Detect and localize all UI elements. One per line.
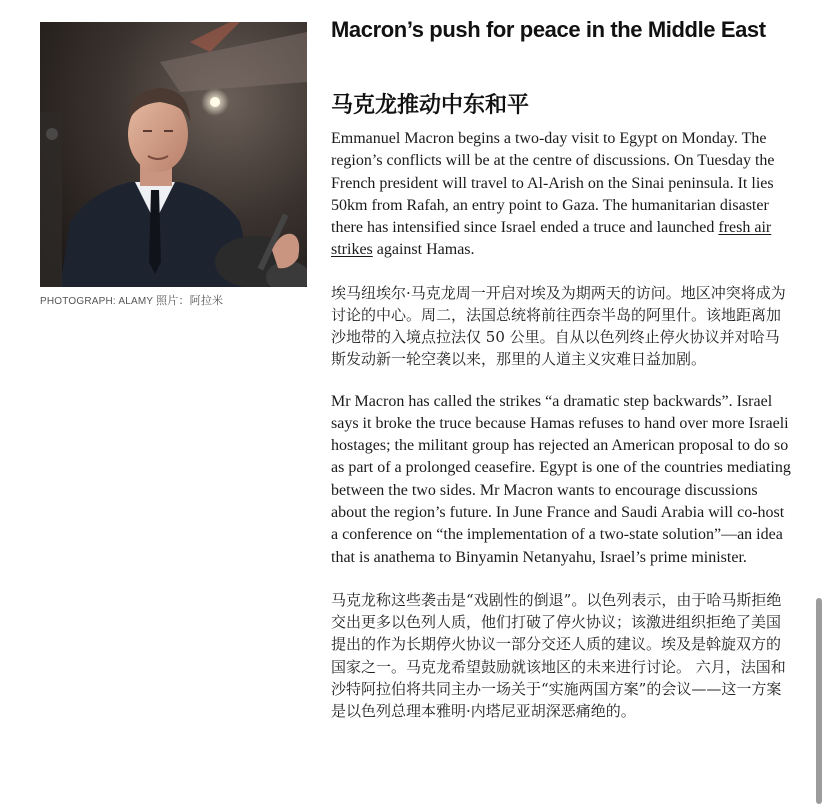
- paragraph-1-en-text-a: Emmanuel Macron begins a two-day visit to Egypt on Monday. The region’s conflicts will be at the centre of discussions. On Tuesday the French president will travel to Al-Arish on the Sinai peninsula. It lies 50km from Rafah, an entry point to Gaza. The humanitarian disaster there has intensified since Israel ended a truce and launched: [331, 130, 775, 237]
- article-body: [331, 16, 793, 722]
- fresh-air-strikes-link[interactable]: fresh air strikes: [331, 219, 772, 259]
- photo-caption: [40, 292, 307, 308]
- photo-credit-cn: 照片：阿拉米: [156, 295, 224, 307]
- paragraph-1-en-text-b: against Hamas.: [372, 241, 475, 259]
- paragraph-1-en: [331, 128, 793, 262]
- paragraph-2-cn: 马克龙称这些袭击是“戏剧性的倒退”。以色列表示，由于哈马斯拒绝交出更多以色列人质，他们打破了停火协议；该激进组织拒绝了美国提出的作为长期停火协议一部分交还人质的建议。埃及是斡旋双方的国家之一。马克龙希望鼓励就该地区的未来进行讨论。 六月，法国和沙特阿拉伯将共同主办一场关于“实施两国方案”的会议——这一方案是以色列总理本雅明·内塔尼亚胡深恶痛绝的。: [331, 590, 786, 720]
- article-photo: [40, 22, 307, 287]
- headline-cn: 马克龙推动中东和平: [331, 93, 530, 118]
- headline-en: Macron’s push for peace in the Middle East: [331, 17, 766, 42]
- scrollbar-thumb[interactable]: [816, 598, 822, 804]
- photo-credit: PHOTOGRAPH: ALAMY: [40, 296, 154, 307]
- paragraph-2-en: Mr Macron has called the strikes “a dramatic step backwards”. Israel says it broke the truce because Hamas refuses to hand over more Israeli hostages; the militant group has rejected an American proposal to do so as part of a prolonged ceasefire. Egypt is one of the countries mediating between the two sides. Mr Macron wants to encourage discussions about the region’s future. In June France and Saudi Arabia will co-host a conference on “the implementation of a two-state solution”—an idea that is anathema to Binyamin Netanyahu, Israel’s prime minister.: [331, 392, 791, 566]
- paragraph-1-cn: 埃马纽埃尔·马克龙周一开启对埃及为期两天的访问。地区冲突将成为讨论的中心。周二，法国总统将前往西奈半岛的阿里什。该地距离加沙地带的入境点拉法仅 50 公里。自从以色列终止停火协议并对哈马斯发动新一轮空袭以来，那里的人道主义灾难日益加剧。: [331, 283, 786, 369]
